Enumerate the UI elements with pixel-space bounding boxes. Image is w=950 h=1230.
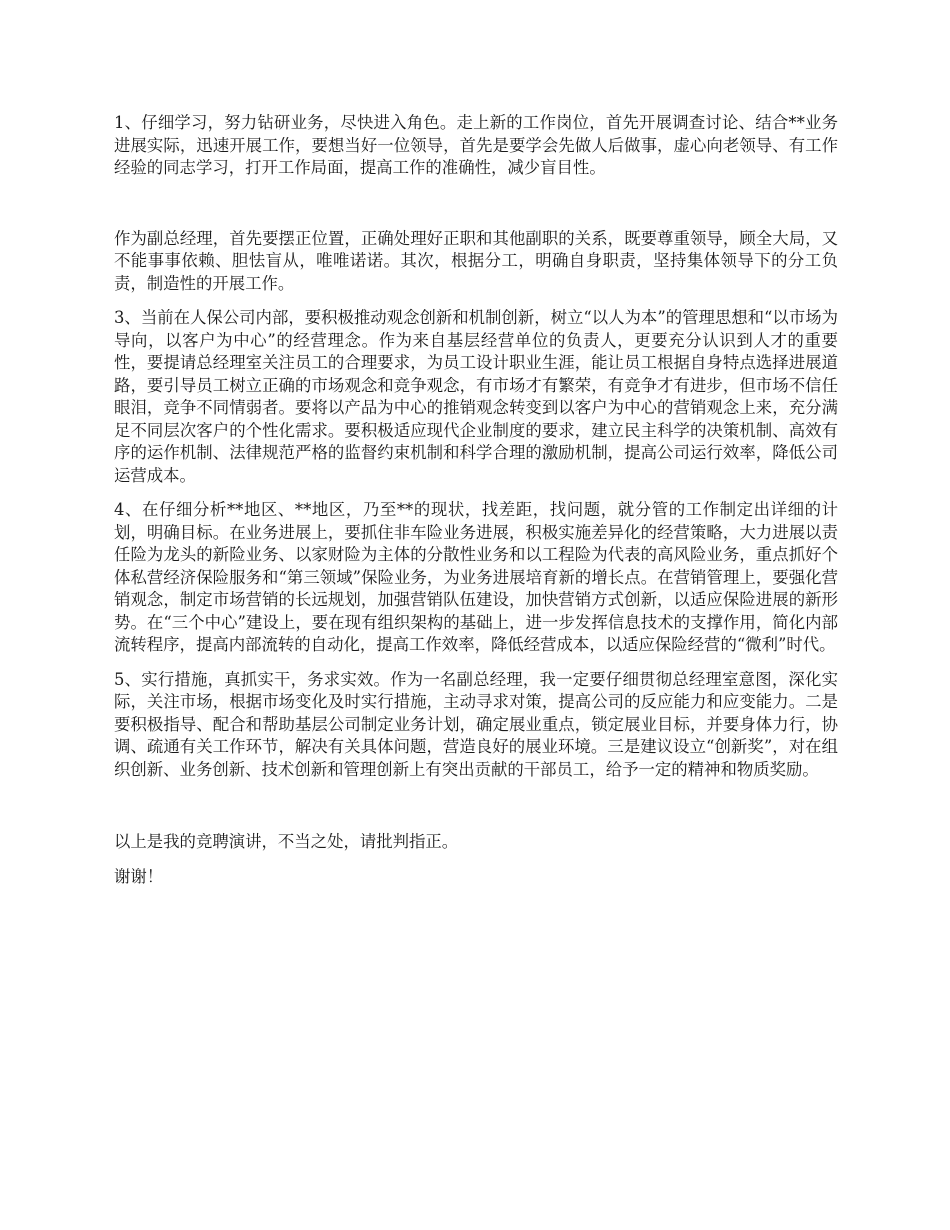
paragraph-4: 4、在仔细分析**地区、**地区，乃至**的现状，找差距，找问题，就分管的工作制定出详细的计划，明确目标。在业务进展上，要抓住非车险业务进展，积极实施差异化的经营策略，大力进展以责任险为龙头的新险业务、以家财险为主体的分散性业务和以工程险为代表的高风险业务，重点抓好个体私营经济保险服务和“第三领域”保险业务，为业务进展培育新的增长点。在营销管理上，要强化营销观念，制定市场营销的长远规划，加强营销队伍建设，加快营销方式创新，以适应保险进展的新形势。在“三个中心”建设上，要在现有组织架构的基础上，进一步发挥信息技术的支撑作用，简化内部流转程序，提高内部流转的自动化，提高工作效率，降低经营成本，以适应保险经营的“微利”时代。 [114,500,838,654]
paragraph-1: 1、仔细学习，努力钻研业务，尽快进入角色。走上新的工作岗位，首先开展调查讨论、结合**业务进展实际，迅速开展工作，要想当好一位领导，首先是要学会先做人后做事，虚心向老领导、有工作经验的同志学习，打开工作局面，提高工作的准确性，减少盲目性。 [114,113,838,177]
paragraph-5: 5、实行措施，真抓实干，务求实效。作为一名副总经理，我一定要仔细贯彻总经理室意图，深化实际，关注市场，根据市场变化及时实行措施，主动寻求对策，提高公司的反应能力和应变能力。二是要积极指导、配合和帮助基层公司制定业务计划，确定展业重点，锁定展业目标，并要身体力行，协调、疏通有关工作环节，解决有关具体问题，营造良好的展业环境。三是建议设立“创新奖”，对在组织创新、业务创新、技术创新和管理创新上有突出贡献的干部员工，给予一定的精神和物质奖励。 [114,669,838,779]
thanks-line: 谢谢！ [114,866,164,886]
closing-remark: 以上是我的竞聘演讲，不当之处，请批判指正。 [114,832,459,851]
paragraph-2: 作为副总经理，首先要摆正位置，正确处理好正职和其他副职的关系，既要尊重领导，顾全大局，又不能事事依赖、胆怯盲从，唯唯诺诺。其次，根据分工，明确自身职责，坚持集体领导下的分工负责，制造性的开展工作。 [114,228,838,293]
document-body [114,112,838,888]
paragraph-3: 3、当前在人保公司内部，要积极推动观念创新和机制创新，树立“以人为本”的管理思想和“以市场为导向，以客户为中心”的经营理念。作为来自基层经营单位的负责人，更要充分认识到人才的重要性，要提请总经理室关注员工的合理要求，为员工设计职业生涯，能让员工根据自身特点选择进展道路，要引导员工树立正确的市场观念和竞争观念，有市场才有繁荣，有竞争才有进步，但市场不信任眼泪，竞争不同情弱者。要将以产品为中心的推销观念转变到以客户为中心的营销观念上来，充分满足不同层次客户的个性化需求。要积极适应现代企业制度的要求，建立民主科学的决策机制、高效有序的运作机制、法律规范严格的监督约束机制和科学合理的激励机制，提高公司运行效率，降低公司运营成本。 [114,308,838,485]
